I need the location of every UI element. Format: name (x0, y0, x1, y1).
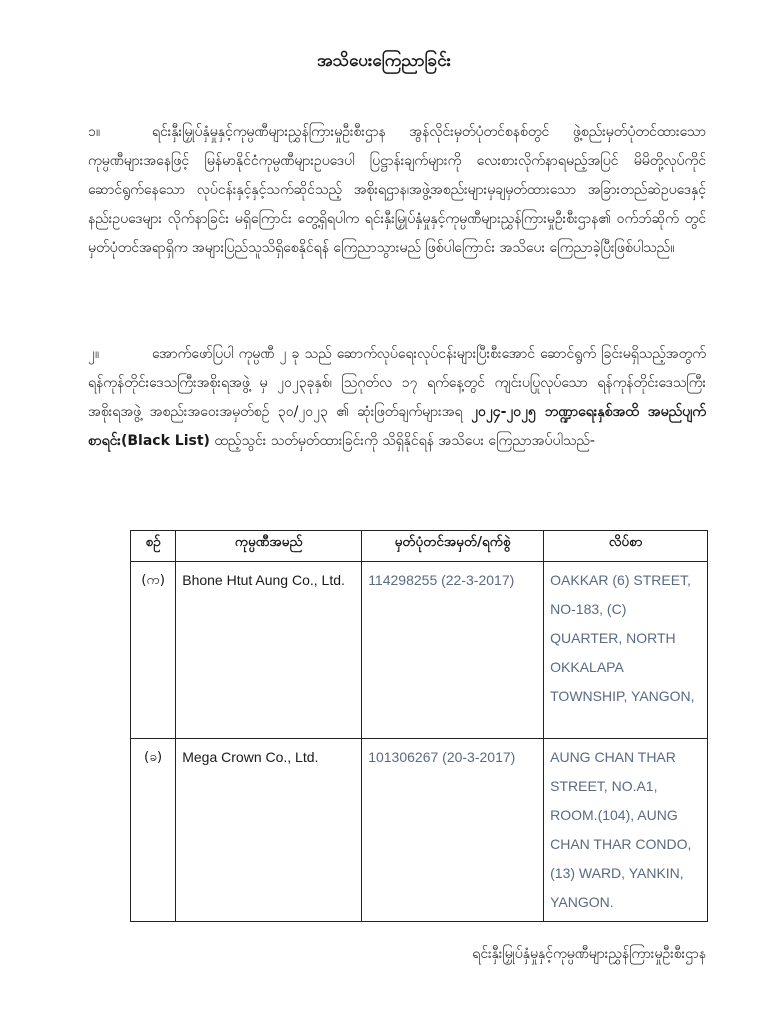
row-company: Mega Crown Co., Ltd. (176, 739, 362, 922)
blacklist-table (130, 530, 708, 922)
row-no: (ခ) (131, 739, 176, 922)
header-no: စဉ် (131, 531, 176, 562)
page-title: အသိပေးကြေညာခြင်း (317, 51, 451, 71)
header-registration: မှတ်ပုံတင်အမှတ်/ရက်စွဲ (362, 531, 544, 562)
table-row (131, 562, 708, 739)
paragraph-1-number: ၁။ (88, 124, 101, 140)
paragraph-2 (88, 340, 706, 456)
footer-department: ရင်းနှီးမြှုပ်နှံမှုနှင့်ကုမ္ပဏီများညွှန်ကြားမှုဦးစီးဌာန (472, 946, 706, 962)
paragraph-1 (88, 118, 706, 263)
header-company: ကုမ္ပဏီအမည် (176, 531, 362, 562)
paragraph-2-text-b: ထည့်သွင်း သတ်မှတ်ထားခြင်းကို သိရှိနိုင်ရန် အသိပေး ကြေညာအပ်ပါသည်- (214, 433, 595, 449)
row-registration: 101306267 (20-3-2017) (362, 739, 544, 922)
paragraph-2-text-a: အောက်ဖော်ပြပါ ကုမ္ပဏီ ၂ ခု သည် ဆောက်လုပ်ရေးလုပ်ငန်းများပြီးစီးအောင် ဆောင်ရွက် ခြင်းမရှိသည့်အတွက် ရန်ကုန်တိုင်းဒေသကြီးအစိုးရအဖွဲ့ မှ ၂၀၂၃ခုနှစ်၊ ဩဂုတ်လ ၁၇ ရက်နေ့တွင် ကျင်းပပြုလုပ်သော ရန်ကုန်တိုင်းဒေသကြီးအစိုးရအဖွဲ့ အစည်းအဝေးအမှတ်စဉ် ၃၀/၂၀၂၃ ၏ ဆုံးဖြတ်ချက်များအရ (88, 346, 706, 420)
paragraph-2-blacklist: ၂၀၂၄-၂၀၂၅ ဘဏ္ဍာရေးနှစ်အထိ အမည်ပျက်စာရင်း(Black List) (88, 404, 707, 449)
row-company: Bhone Htut Aung Co., Ltd. (176, 562, 362, 739)
row-no: (က) (131, 562, 176, 739)
paragraph-2-number: ၂။ (88, 346, 100, 362)
header-address: လိပ်စာ (544, 531, 708, 562)
table-row (131, 739, 708, 922)
row-address: OAKKAR (6) STREET, NO-183, (C) QUARTER, NORTH OKKALAPA TOWNSHIP, YANGON, (544, 562, 708, 739)
paragraph-1-text: ရင်းနှီးမြှုပ်နှံမှုနှင့်ကုမ္ပဏီများညွှန်ကြားမှုဦးစီးဌာန အွန်လိုင်းမှတ်ပုံတင်စနစ်တွင် ဖွဲ့စည်းမှတ်ပုံတင်ထားသော ကုမ္ပဏီများအနေဖြင့် မြန်မာနိုင်ငံကုမ္ပဏီများဥပဒေပါ ပြဋ္ဌာန်းချက်များကို လေးစားလိုက်နာရမည့်အပြင် မိမိတို့လုပ်ကိုင်ဆောင်ရွက်နေသော လုပ်ငန်းနှင့်နှင့်သက်ဆိုင်သည့် အစိုးရဌာန၊အဖွဲ့အစည်းများမှချမှတ်ထားသော အခြားတည်ဆဲဥပဒေနှင့်နည်းဥပဒေများ လိုက်နာခြင်း မရှိကြောင်း တွေ့ရှိရပါက ရင်းနှီးမြှုပ်နှံမှုနှင့်ကုမ္ပဏီများညွှန်ကြားမှုဦးစီးဌာန၏ ဝက်ဘ်ဆိုက် တွင် မှတ်ပုံတင်အရာရှိက အများပြည်သူသိရှိစေနိုင်ရန် ကြေညာသွားမည် ဖြစ်ပါကြောင်း အသိပေး ကြေညာခဲ့ပြီးဖြစ်ပါသည်။ (88, 124, 706, 256)
row-registration: 114298255 (22-3-2017) (362, 562, 544, 739)
table-header-row (131, 531, 708, 562)
row-address: AUNG CHAN THAR STREET, NO.A1, ROOM.(104), AUNG CHAN THAR CONDO, (13) WARD, YANKIN, YANGON. (544, 739, 708, 922)
